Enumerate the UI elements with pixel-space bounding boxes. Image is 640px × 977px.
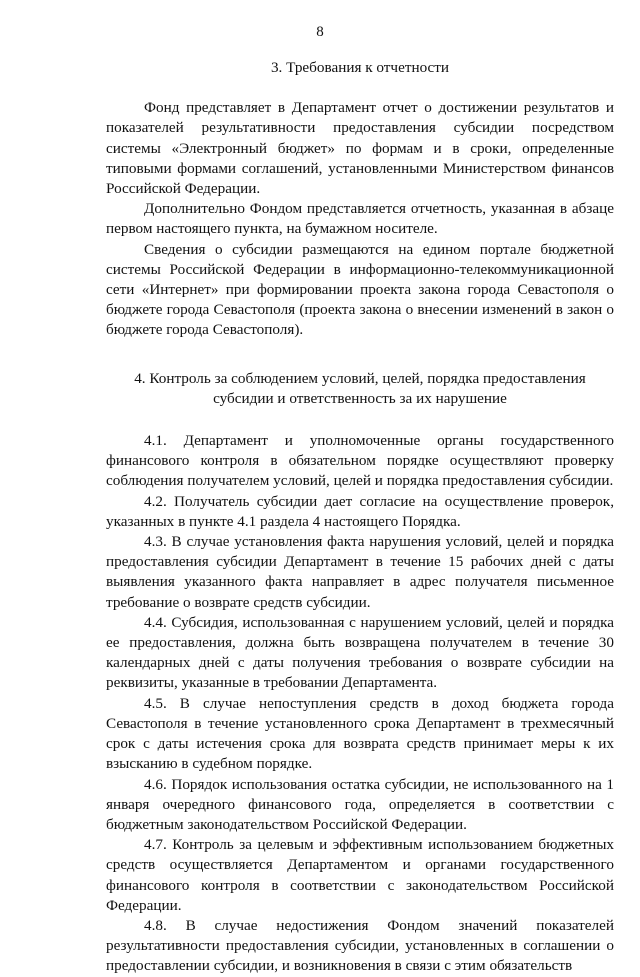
section-3-title: 3. Требования к отчетности [270, 59, 450, 76]
clause-4-7: 4.7. Контроль за целевым и эффективным использованием бюджетных средств осуществляется Департаментом и органами государственного финансового контроля в соответствии с законодательством Российской Федерации. [106, 836, 614, 914]
clause-4-4: 4.4. Субсидия, использованная с нарушением условий, целей и порядка ее предоставления, должна быть возвращена получателем в течение 30 календарных дней с даты получения требования о возврате субсидии на реквизиты, указанные в требовании Департамента. [106, 613, 614, 692]
clause-4-8: 4.8. В случае недостижения Фондом значений показателей результативности предоставления субсидии, установленных в соглашении о предоставлении субсидии, и возникновения в связи с этим обязательств [106, 916, 614, 975]
clause-4-3: 4.3. В случае установления факта нарушения условий, целей и порядка предоставления субсидии Департамент в течение 15 рабочих дней с даты выявления указанного факта направляет в адрес получателя письменное требование о возврате средств субсидии. [106, 533, 614, 611]
section-4-title [106, 369, 614, 409]
document-body [106, 58, 614, 977]
clause-4-1: 4.1. Департамент и уполномоченные органы государственного финансового контроля в обязательном порядке осуществляют проверку соблюдения получателем условий, целей и порядка предоставления субсидии. [106, 432, 614, 490]
section-4-title-line-1: 4. Контроль за соблюдением условий, целей, порядка предоставления [134, 369, 586, 387]
clause-4-5: 4.5. В случае непоступления средств в доход бюджета города Севастополя в течение установленного срока Департамент в трехмесячный срок с даты истечения срока для возврата средств принимает меры к их взысканию в судебном порядке. [106, 694, 614, 773]
section-4-title-line-2: субсидии и ответственность за их нарушение [213, 389, 507, 407]
clause-4-6: 4.6. Порядок использования остатка субсидии, не использованного на 1 января очередного финансового года, определяется в соответствии с бюджетным законодательством Российской Федерации. [106, 775, 614, 833]
section-3-paragraph-1: Фонд представляет в Департамент отчет о достижении результатов и показателей результативности предоставления субсидии посредством системы «Электронный бюджет» по формам и в сроки, определенные типовыми формами соглашений, установленными Министерством финансов Российской Федерации. [106, 99, 614, 198]
page-number: 8 [316, 24, 324, 40]
section-3-paragraph-2: Дополнительно Фондом представляется отчетность, указанная в абзаце первом настоящего пункта, на бумажном носителе. [106, 200, 614, 238]
section-3-paragraph-3: Сведения о субсидии размещаются на едином портале бюджетной системы Российской Федерации в информационно-телекоммуникационной сети «Интернет» при формировании проекта закона города Севастополя о бюджете города Севастополя (проекта закона о внесении изменений в закон о бюджете города Севастополя). [106, 240, 614, 339]
clause-4-2: 4.2. Получатель субсидии дает согласие на осуществление проверок, указанных в пункте 4.1 раздела 4 настоящего Порядка. [106, 492, 614, 530]
